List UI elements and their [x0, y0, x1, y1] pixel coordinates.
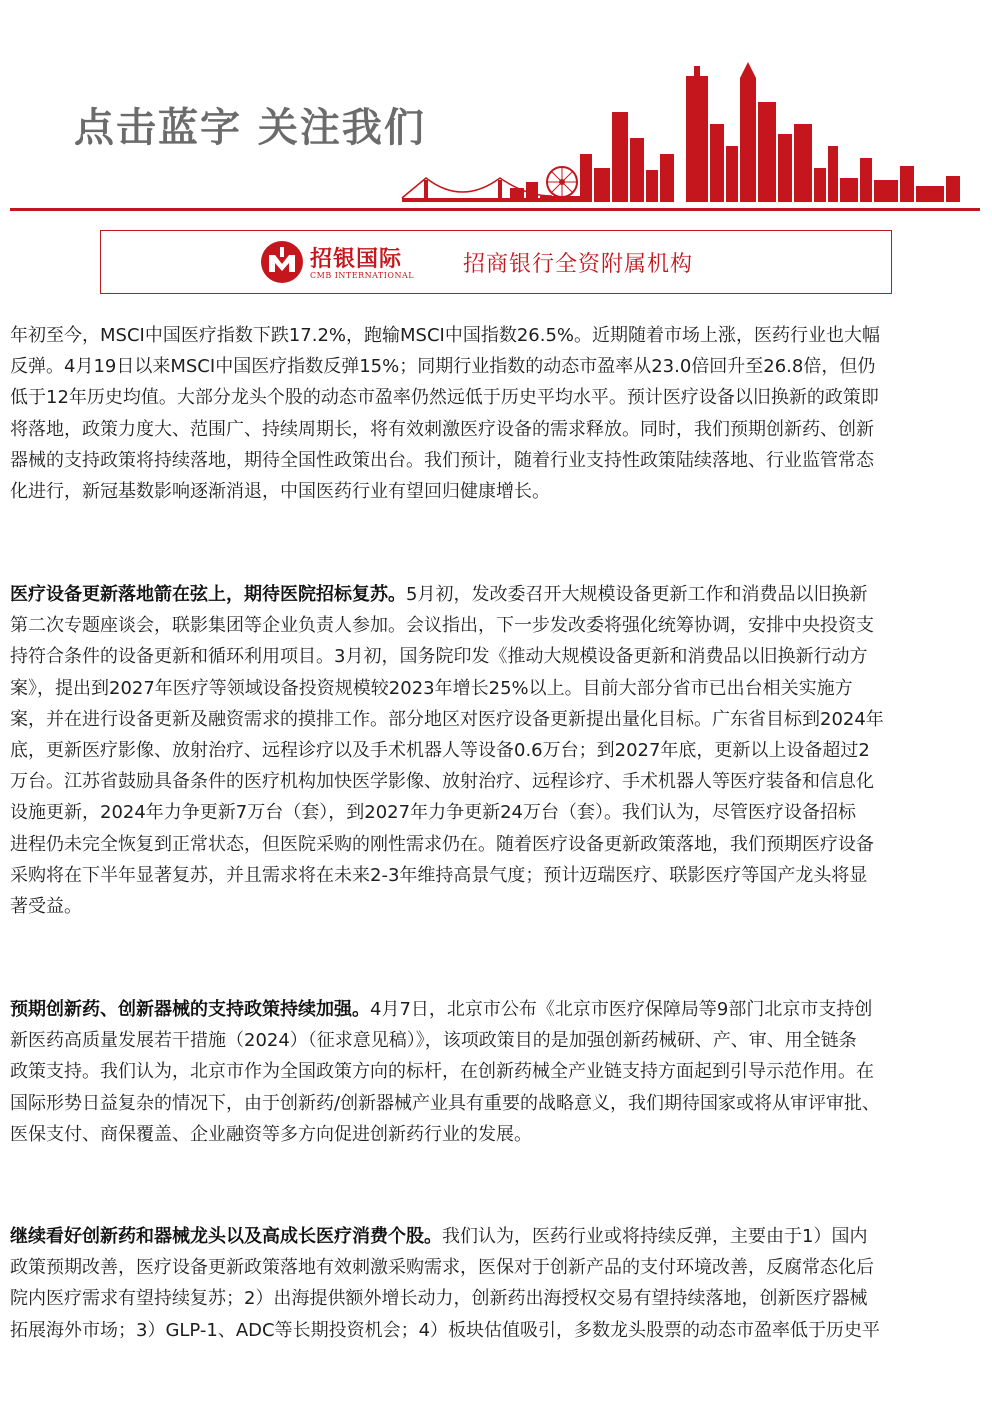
cmb-logo-icon [260, 240, 304, 284]
text-line: 将落地，政策力度大、范围广、持续周期长，将有效刺激医疗设备的需求释放。同时，我们预期创新药、创新 [10, 418, 874, 440]
text-line: 低于12年历史均值。大部分龙头个股的动态市盈率仍然远低于历史平均水平。预计医疗设备以旧换新的政策即 [10, 387, 879, 409]
follow-us-title[interactable]: 点击蓝字 关注我们 [74, 105, 426, 151]
text-line: 案》，提出到2027年医疗等领域设备投资规模较2023年增长25%以上。目前大部分省市已出台相关实施方 [10, 677, 853, 699]
text-line: 拓展海外市场；3）GLP-1、ADC等长期投资机会；4）板块估值吸引，多数龙头股票的动态市盈率低于历史平 [10, 1319, 881, 1341]
cmbi-banner[interactable] [100, 230, 892, 294]
text-line: 政策预期改善，医疗设备更新政策落地有效刺激采购需求，医保对于创新产品的支付环境改善，反腐常态化后 [10, 1257, 874, 1279]
paragraph-heading: 医疗设备更新落地箭在弦上，期待医院招标复苏。 [10, 584, 406, 605]
text-line: 持符合条件的设备更新和循环利用项目。3月初，国务院印发《推动大规模设备更新和消费品以旧换新行动方 [10, 646, 868, 668]
text-line: 采购将在下半年显著复苏，并且需求将在未来2-3年维持高景气度；预计迈瑞医疗、联影医疗等国产龙头将显 [10, 864, 868, 886]
text-line: 政策支持。我们认为，北京市作为全国政策方向的标杆，在创新药械全产业链支持方面起到引导示范作用。在 [10, 1061, 874, 1083]
header-divider [10, 208, 980, 211]
text-line: 万台。江苏省鼓励具备条件的医疗机构加快医学影像、放射治疗、远程诊疗、手术机器人等医疗装备和信息化 [10, 771, 874, 793]
banner-tagline: 招商银行全资附属机构 [463, 252, 694, 277]
paragraph-equipment-renewal [10, 579, 982, 922]
page-header [0, 0, 992, 215]
text-line: 新医药高质量发展若干措施（2024）（征求意见稿）》，该项政策目的是加强创新药械研、产、审、用全链条 [10, 1030, 857, 1052]
city-skyline-illustration [400, 58, 972, 210]
paragraph-intro [10, 320, 982, 507]
text-line: 第二次专题座谈会，联影集团等企业负责人参加。会议指出，下一步发改委将强化统筹协调，安排中央投资支 [10, 615, 874, 637]
text-line: 设施更新，2024年力争更新7万台（套），到2027年力争更新24万台（套）。我们认为，尽管医疗设备招标 [10, 802, 856, 824]
text-line: 化进行，新冠基数影响逐渐消退，中国医药行业有望回归健康增长。 [10, 481, 550, 503]
text-line: 进程仍未完全恢复到正常状态，但医院采购的刚性需求仍在。随着医疗设备更新政策落地，我们预期医疗设备 [10, 833, 874, 855]
paragraph-innovation-policy [10, 994, 982, 1150]
text-line: 我们认为，医药行业或将持续反弹，主要由于1）国内 [442, 1226, 868, 1247]
paragraph-heading: 继续看好创新药和器械龙头以及高成长医疗消费个股。 [10, 1226, 442, 1247]
text-line: 器械的支持政策将持续落地，期待全国性政策出台。我们预计，随着行业支持性政策陆续落地、行业监管常态 [10, 449, 874, 471]
text-line: 5月初，发改委召开大规模设备更新工作和消费品以旧换新 [406, 584, 868, 605]
paragraph-heading: 预期创新药、创新器械的支持政策持续加强。 [10, 999, 370, 1020]
text-line: 反弹。4月19日以来MSCI中国医疗指数反弹15%；同期行业指数的动态市盈率从23.0倍回升至26.8倍，但仍 [10, 356, 876, 378]
text-line: 医保支付、商保覆盖、企业融资等多方向促进创新药行业的发展。 [10, 1123, 532, 1145]
text-line: 国际形势日益复杂的情况下，由于创新药/创新器械产业具有重要的战略意义，我们期待国家或将从审评审批、 [10, 1092, 881, 1114]
text-line: 年初至今，MSCI中国医疗指数下跌17.2%，跑输MSCI中国指数26.5%。近期随着市场上涨，医药行业也大幅 [10, 325, 881, 346]
text-line: 4月7日，北京市公布《北京市医疗保障局等9部门北京市支持创 [370, 999, 873, 1020]
brand-name-cn: 招银国际 [310, 247, 403, 272]
text-line: 底，更新医疗影像、放射治疗、远程诊疗以及手术机器人等设备0.6万台；到2027年底，更新以上设备超过2 [10, 740, 870, 762]
text-line: 案，并在进行设备更新及融资需求的摸排工作。部分地区对医疗设备更新提出量化目标。广东省目标到2024年 [10, 708, 884, 730]
paragraph-outlook [10, 1221, 982, 1346]
text-line: 院内医疗需求有望持续复苏；2）出海提供额外增长动力，创新药出海授权交易有望持续落地，创新医疗器械 [10, 1288, 868, 1310]
brand-name-en: CMB INTERNATIONAL [310, 271, 415, 280]
text-line: 著受益。 [10, 896, 82, 918]
